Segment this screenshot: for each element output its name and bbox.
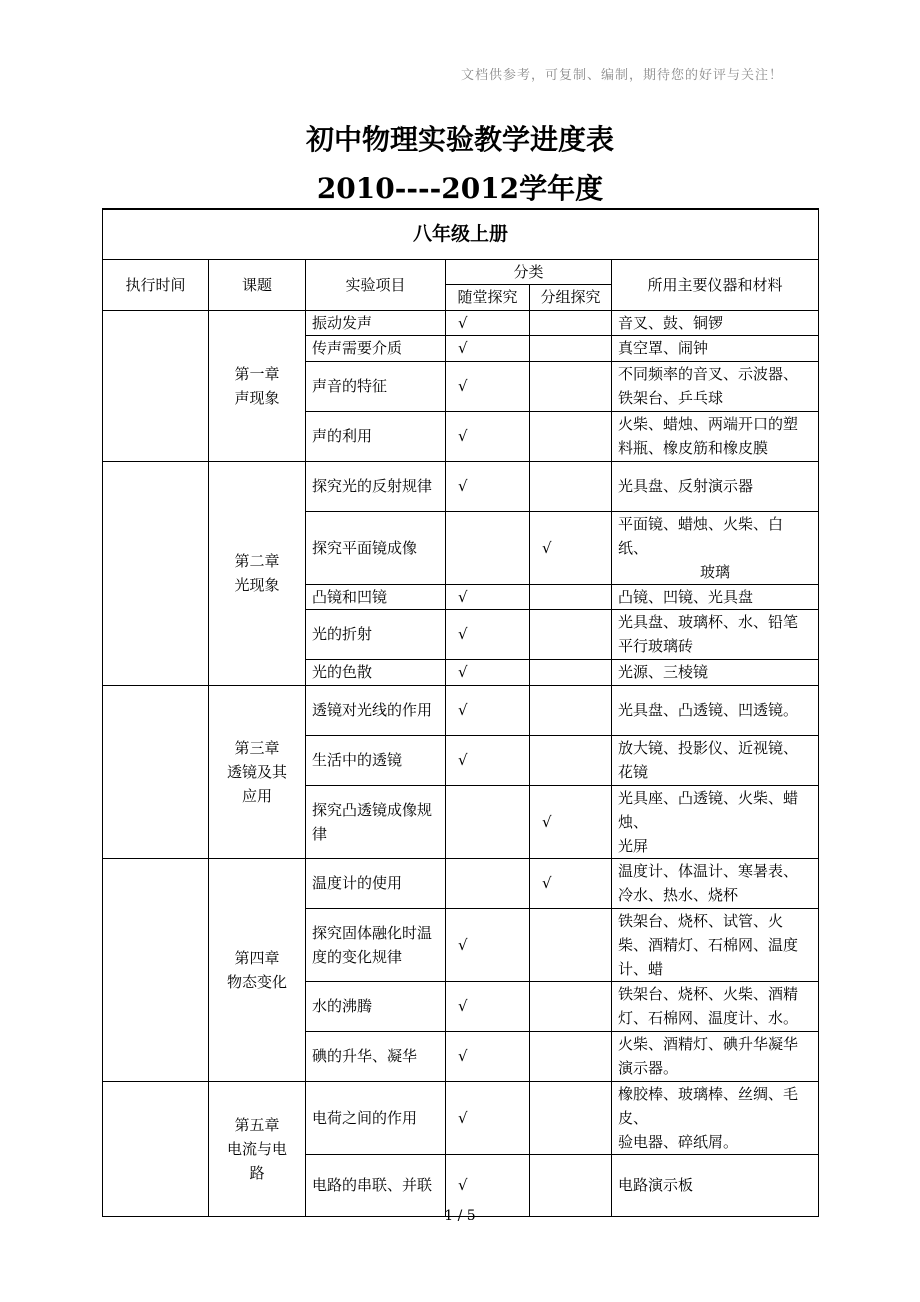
materials-line: 平面镜、蜡烛、火柴、白纸、 <box>618 514 784 557</box>
time-cell <box>103 858 209 1081</box>
check-mark-icon: √ <box>458 997 468 1015</box>
check-mark-icon: √ <box>458 625 468 643</box>
group-check-cell <box>530 685 612 735</box>
check-mark-icon: √ <box>542 812 552 831</box>
group-check-cell <box>530 584 612 609</box>
in-class-check-cell <box>446 411 530 461</box>
check-mark-icon: √ <box>458 663 468 681</box>
chapter-name-line: 物态变化 <box>226 972 287 991</box>
in-class-check-cell <box>446 335 530 361</box>
experiment-cell: 声的利用 <box>306 411 446 461</box>
experiment-cell: 探究凸透镜成像规律 <box>306 785 446 858</box>
materials-cell <box>612 858 819 908</box>
group-check-cell <box>530 511 612 584</box>
materials-line: 不同频率的音叉、示波器、铁架台、乒乓球 <box>618 365 799 407</box>
materials-line: 凸镜、凹镜、光具盘 <box>618 587 754 606</box>
chapter-name-line: 应用 <box>241 786 272 805</box>
col-header-time: 执行时间 <box>103 259 209 310</box>
time-cell <box>103 461 209 685</box>
materials-cell <box>612 1031 819 1081</box>
materials-line: 光具座、凸透镜、火柴、蜡烛、 <box>618 788 799 831</box>
in-class-check-cell <box>446 785 530 858</box>
materials-cell <box>612 511 819 584</box>
materials-line: 玻璃 <box>700 562 731 581</box>
in-class-check-cell <box>446 685 530 735</box>
materials-line: 放大镜、投影仪、近视镜、花镜 <box>618 739 799 781</box>
experiment-cell: 探究平面镜成像 <box>306 511 446 584</box>
materials-cell <box>612 1154 819 1216</box>
check-mark-icon: √ <box>542 538 552 557</box>
progress-table <box>102 208 819 1217</box>
in-class-check-cell <box>446 981 530 1031</box>
experiment-cell: 生活中的透镜 <box>306 735 446 785</box>
chapter-name-line: 第五章 <box>234 1115 280 1134</box>
group-check-cell <box>530 461 612 511</box>
check-mark-icon: √ <box>542 874 552 892</box>
table-row <box>103 858 819 908</box>
col-header-group: 分组探究 <box>530 284 612 310</box>
materials-line: 橡胶棒、玻璃棒、丝绸、毛皮、 <box>618 1084 799 1127</box>
chapter-cell <box>209 685 306 858</box>
experiment-cell: 温度计的使用 <box>306 858 446 908</box>
materials-line: 光具盘、玻璃杯、水、铅笔平行玻璃砖 <box>618 613 799 655</box>
in-class-check-cell <box>446 1154 530 1216</box>
check-mark-icon: √ <box>458 427 468 445</box>
col-header-in-class: 随堂探究 <box>446 284 530 310</box>
group-check-cell <box>530 659 612 685</box>
page-subtitle: 2010----2012学年度 <box>316 172 604 205</box>
materials-line: 光具盘、凸透镜、凹透镜。 <box>618 701 799 719</box>
in-class-check-cell <box>446 908 530 981</box>
chapter-name-line: 光现象 <box>234 576 280 594</box>
table-row <box>103 310 819 335</box>
materials-cell <box>612 659 819 685</box>
materials-line: 火柴、酒精灯、碘升华凝华演示器。 <box>618 1035 799 1077</box>
materials-cell <box>612 785 819 858</box>
in-class-check-cell <box>446 609 530 659</box>
check-mark-icon: √ <box>458 701 468 719</box>
chapter-name-line: 电流与电 <box>226 1139 287 1158</box>
experiment-cell: 探究固体融化时温度的变化规律 <box>306 908 446 981</box>
check-mark-icon: √ <box>458 935 468 954</box>
materials-cell <box>612 584 819 609</box>
chapter-cell <box>209 1081 306 1216</box>
page-title: 初中物理实验教学进度表 <box>305 123 614 156</box>
materials-cell <box>612 361 819 411</box>
chapter-name-line: 第二章 <box>234 552 280 570</box>
experiment-cell: 声音的特征 <box>306 361 446 411</box>
group-check-cell <box>530 981 612 1031</box>
experiment-cell: 碘的升华、凝华 <box>306 1031 446 1081</box>
check-mark-icon: √ <box>458 1108 468 1127</box>
materials-cell <box>612 461 819 511</box>
in-class-check-cell <box>446 511 530 584</box>
materials-cell <box>612 1081 819 1154</box>
check-mark-icon: √ <box>458 587 468 606</box>
check-mark-icon: √ <box>458 751 468 769</box>
col-header-experiment: 实验项目 <box>306 259 446 310</box>
col-header-category: 分类 <box>446 259 612 284</box>
chapter-cell <box>209 858 306 1081</box>
materials-line: 光具盘、反射演示器 <box>618 477 754 495</box>
check-mark-icon: √ <box>458 377 468 395</box>
table-row <box>103 1081 819 1154</box>
experiment-cell: 光的折射 <box>306 609 446 659</box>
materials-line: 电路演示板 <box>618 1176 694 1194</box>
chapter-name-line: 透镜及其 <box>226 762 287 781</box>
in-class-check-cell <box>446 584 530 609</box>
materials-cell <box>612 335 819 361</box>
col-header-materials: 所用主要仪器和材料 <box>612 259 819 310</box>
materials-line: 真空罩、闹钟 <box>618 339 709 357</box>
materials-cell <box>612 908 819 981</box>
in-class-check-cell <box>446 735 530 785</box>
group-check-cell <box>530 1154 612 1216</box>
materials-line: 音叉、鼓、铜锣 <box>618 313 724 332</box>
group-check-cell <box>530 908 612 981</box>
materials-cell <box>612 981 819 1031</box>
materials-cell <box>612 310 819 335</box>
materials-cell <box>612 411 819 461</box>
time-cell <box>103 1081 209 1216</box>
time-cell <box>103 310 209 461</box>
header-note: 文档供参考，可复制、编制，期待您的好评与关注！ <box>460 68 783 83</box>
table-row <box>103 461 819 511</box>
experiment-cell: 振动发声 <box>306 310 446 335</box>
chapter-name-line: 第三章 <box>234 738 280 757</box>
chapter-cell <box>209 310 306 461</box>
check-mark-icon: √ <box>458 339 468 357</box>
grade-heading: 八年级上册 <box>103 209 819 259</box>
materials-line: 光源、三棱镜 <box>618 663 709 681</box>
materials-cell <box>612 685 819 735</box>
experiment-cell: 凸镜和凹镜 <box>306 584 446 609</box>
check-mark-icon: √ <box>458 1047 468 1065</box>
experiment-cell: 光的色散 <box>306 659 446 685</box>
experiment-cell: 水的沸腾 <box>306 981 446 1031</box>
chapter-name-line: 第一章 <box>234 364 280 383</box>
group-check-cell <box>530 1031 612 1081</box>
materials-cell <box>612 735 819 785</box>
in-class-check-cell <box>446 1031 530 1081</box>
group-check-cell <box>530 609 612 659</box>
materials-line: 火柴、蜡烛、两端开口的塑料瓶、橡皮筋和橡皮膜 <box>618 415 799 457</box>
materials-line: 铁架台、烧杯、试管、火柴、酒精灯、石棉网、温度计、蜡 <box>618 911 799 978</box>
group-check-cell <box>530 735 612 785</box>
chapter-name-line: 声现象 <box>234 388 280 407</box>
experiment-cell: 传声需要介质 <box>306 335 446 361</box>
group-check-cell <box>530 785 612 858</box>
group-check-cell <box>530 361 612 411</box>
materials-line: 温度计、体温计、寒暑表、冷水、热水、烧杯 <box>618 862 799 904</box>
experiment-cell: 透镜对光线的作用 <box>306 685 446 735</box>
chapter-name-line: 第四章 <box>234 948 280 967</box>
in-class-check-cell <box>446 659 530 685</box>
in-class-check-cell <box>446 858 530 908</box>
in-class-check-cell <box>446 361 530 411</box>
group-check-cell <box>530 310 612 335</box>
group-check-cell <box>530 1081 612 1154</box>
in-class-check-cell <box>446 1081 530 1154</box>
experiment-cell: 电路的串联、并联 <box>306 1154 446 1216</box>
group-check-cell <box>530 335 612 361</box>
table-row <box>103 685 819 735</box>
materials-cell <box>612 609 819 659</box>
group-check-cell <box>530 858 612 908</box>
group-check-cell <box>530 411 612 461</box>
check-mark-icon: √ <box>458 1176 468 1194</box>
chapter-name-line: 路 <box>249 1163 265 1182</box>
materials-line: 铁架台、烧杯、火柴、酒精灯、石棉网、温度计、水。 <box>618 985 799 1027</box>
materials-line: 验电器、碎纸屑。 <box>618 1132 739 1151</box>
experiment-cell: 电荷之间的作用 <box>306 1081 446 1154</box>
check-mark-icon: √ <box>458 477 468 495</box>
time-cell <box>103 685 209 858</box>
chapter-cell <box>209 461 306 685</box>
materials-line: 光屏 <box>618 836 649 855</box>
check-mark-icon: √ <box>458 313 468 332</box>
col-header-topic: 课题 <box>209 259 306 310</box>
in-class-check-cell <box>446 461 530 511</box>
page-number: 1 / 5 <box>444 1208 476 1224</box>
experiment-cell: 探究光的反射规律 <box>306 461 446 511</box>
in-class-check-cell <box>446 310 530 335</box>
